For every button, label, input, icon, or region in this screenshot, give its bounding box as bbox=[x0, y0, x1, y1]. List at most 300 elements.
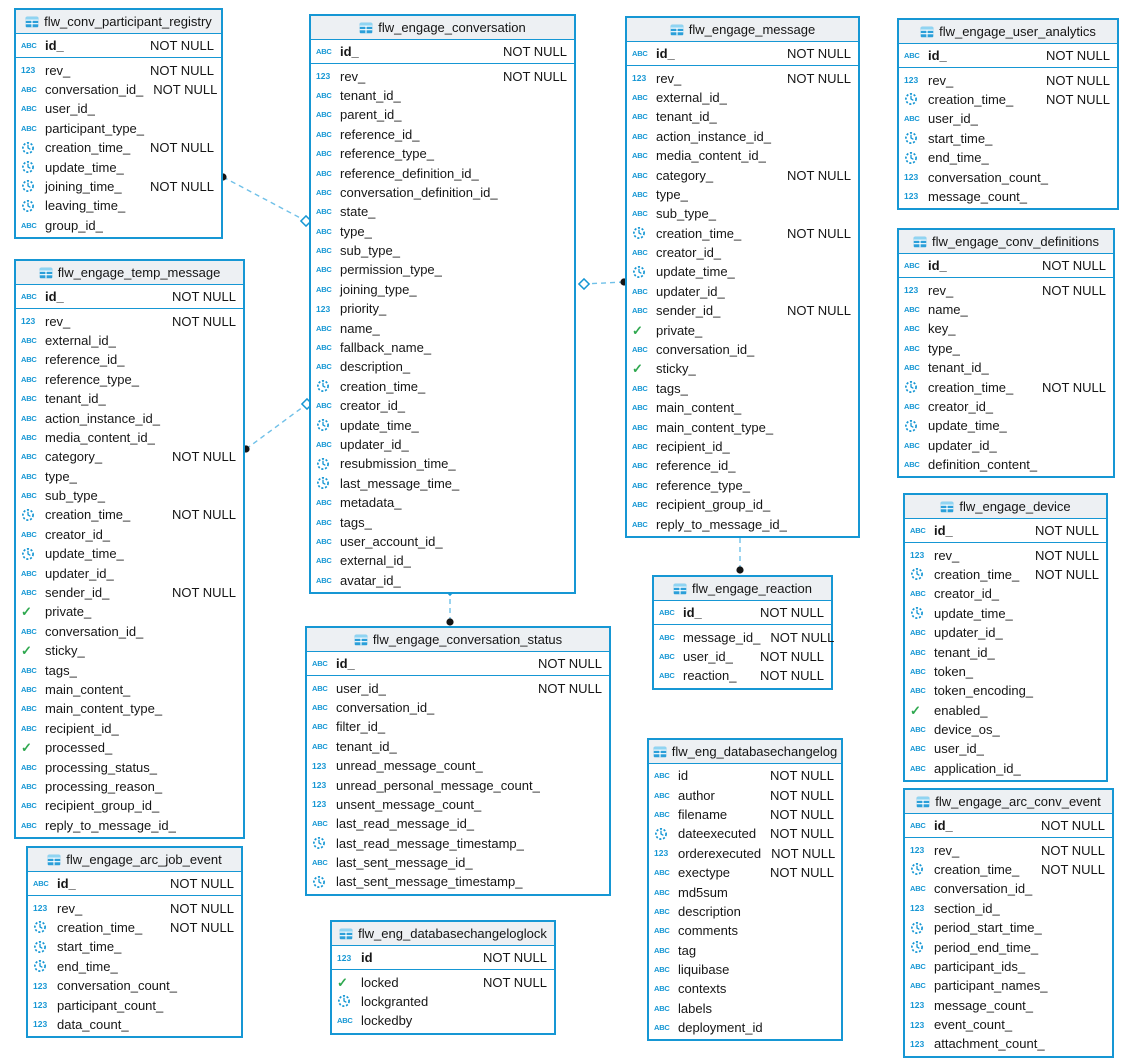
column-name: reference_id_ bbox=[340, 126, 420, 142]
table-header[interactable] bbox=[899, 20, 1117, 44]
column-row[interactable] bbox=[311, 357, 574, 376]
column-row[interactable] bbox=[627, 476, 858, 495]
column-row[interactable] bbox=[899, 46, 1117, 65]
column-name: action_instance_id_ bbox=[656, 128, 771, 144]
column-name: participant_count_ bbox=[57, 997, 164, 1013]
column-row[interactable] bbox=[654, 603, 831, 622]
column-row[interactable] bbox=[905, 996, 1112, 1015]
column-name: locked bbox=[361, 974, 399, 990]
column-row[interactable] bbox=[311, 42, 574, 61]
column-row[interactable] bbox=[28, 937, 241, 956]
column-row[interactable] bbox=[905, 565, 1106, 584]
column-row[interactable] bbox=[627, 68, 858, 87]
column-row[interactable] bbox=[649, 766, 841, 785]
column-row[interactable] bbox=[307, 795, 609, 814]
column-name: exectype bbox=[678, 865, 731, 881]
column-row[interactable] bbox=[311, 280, 574, 299]
table-flw_eng_databasechangeloglock[interactable] bbox=[330, 920, 556, 1035]
text-type-icon: ABC bbox=[910, 744, 926, 754]
column-row[interactable] bbox=[311, 144, 574, 163]
column-row[interactable] bbox=[627, 514, 858, 533]
table-header[interactable] bbox=[311, 16, 574, 40]
column-row[interactable] bbox=[16, 287, 243, 306]
column-name: participant_type_ bbox=[45, 120, 145, 136]
column-row[interactable] bbox=[16, 738, 243, 757]
column-row[interactable] bbox=[905, 816, 1112, 835]
primary-key-section bbox=[905, 814, 1112, 838]
column-row[interactable] bbox=[627, 437, 858, 456]
number-type-icon: 123 bbox=[904, 285, 919, 296]
column-row[interactable] bbox=[311, 125, 574, 144]
table-header[interactable] bbox=[905, 790, 1112, 814]
column-row[interactable] bbox=[332, 972, 554, 991]
column-row[interactable] bbox=[899, 339, 1113, 358]
column-name: message_count_ bbox=[928, 188, 1028, 204]
column-row[interactable] bbox=[16, 80, 221, 99]
column-name: creation_time_ bbox=[45, 140, 131, 156]
column-row[interactable] bbox=[16, 447, 243, 466]
column-row[interactable] bbox=[627, 185, 858, 204]
column-row[interactable] bbox=[28, 1015, 241, 1034]
column-row[interactable] bbox=[627, 204, 858, 223]
table-header[interactable] bbox=[16, 10, 221, 34]
column-row[interactable] bbox=[627, 398, 858, 417]
text-type-icon: ABC bbox=[316, 246, 332, 256]
table-icon bbox=[940, 501, 954, 513]
column-row[interactable] bbox=[16, 641, 243, 660]
not-null-label: NOT NULL bbox=[1040, 861, 1105, 877]
column-row[interactable] bbox=[627, 495, 858, 514]
column-row[interactable] bbox=[905, 1034, 1112, 1053]
table-title: flw_engage_user_analytics bbox=[939, 24, 1096, 39]
column-row[interactable] bbox=[905, 545, 1106, 564]
column-row[interactable] bbox=[311, 202, 574, 221]
column-row[interactable] bbox=[627, 44, 858, 63]
column-row[interactable] bbox=[649, 882, 841, 901]
column-name: rev_ bbox=[340, 68, 366, 84]
column-row[interactable] bbox=[307, 814, 609, 833]
column-row[interactable] bbox=[899, 319, 1113, 338]
column-row[interactable] bbox=[627, 301, 858, 320]
column-row[interactable] bbox=[627, 243, 858, 262]
column-row[interactable] bbox=[905, 937, 1112, 956]
text-type-icon: ABC bbox=[910, 725, 926, 735]
column-row[interactable] bbox=[627, 107, 858, 126]
column-row[interactable] bbox=[905, 899, 1112, 918]
table-header[interactable] bbox=[899, 230, 1113, 254]
column-row[interactable] bbox=[16, 119, 221, 138]
column-row[interactable] bbox=[16, 796, 243, 815]
column-row[interactable] bbox=[649, 941, 841, 960]
column-row[interactable] bbox=[627, 359, 858, 378]
column-row[interactable] bbox=[311, 415, 574, 434]
column-row[interactable] bbox=[905, 623, 1106, 642]
relationship[interactable] bbox=[579, 278, 628, 289]
column-name: update_time_ bbox=[934, 605, 1013, 621]
not-null-label: NOT NULL bbox=[771, 845, 836, 861]
column-row[interactable] bbox=[311, 183, 574, 202]
column-row[interactable] bbox=[905, 604, 1106, 623]
column-row[interactable] bbox=[899, 300, 1113, 319]
column-row[interactable] bbox=[16, 370, 243, 389]
column-row[interactable] bbox=[627, 456, 858, 475]
number-type-icon: 123 bbox=[21, 316, 36, 327]
column-row[interactable] bbox=[627, 127, 858, 146]
column-row[interactable] bbox=[905, 976, 1112, 995]
text-type-icon: ABC bbox=[654, 809, 670, 819]
column-row[interactable] bbox=[905, 1015, 1112, 1034]
table-flw_engage_arc_conv_event[interactable] bbox=[903, 788, 1114, 1058]
column-name: user_id_ bbox=[934, 741, 984, 757]
column-row[interactable] bbox=[311, 435, 574, 454]
column-name: update_time_ bbox=[928, 418, 1007, 434]
column-name: reaction_ bbox=[683, 668, 737, 684]
column-row[interactable] bbox=[28, 874, 241, 893]
column-row[interactable] bbox=[649, 979, 841, 998]
column-row[interactable] bbox=[311, 493, 574, 512]
column-name: id_ bbox=[57, 876, 76, 892]
column-row[interactable] bbox=[649, 863, 841, 882]
column-row[interactable] bbox=[905, 662, 1106, 681]
column-row[interactable] bbox=[16, 196, 221, 215]
not-null-label: NOT NULL bbox=[149, 140, 214, 156]
column-row[interactable] bbox=[311, 260, 574, 279]
column-row[interactable] bbox=[16, 680, 243, 699]
column-row[interactable] bbox=[627, 379, 858, 398]
column-row[interactable] bbox=[307, 834, 609, 853]
column-name: processing_status_ bbox=[45, 759, 158, 775]
column-row[interactable] bbox=[16, 216, 221, 235]
column-row[interactable] bbox=[16, 602, 243, 621]
column-row[interactable] bbox=[16, 525, 243, 544]
column-row[interactable] bbox=[16, 563, 243, 582]
column-row[interactable] bbox=[899, 90, 1117, 109]
table-header[interactable] bbox=[654, 577, 831, 601]
column-row[interactable] bbox=[627, 340, 858, 359]
column-row[interactable] bbox=[905, 701, 1106, 720]
column-row[interactable] bbox=[311, 241, 574, 260]
column-row[interactable] bbox=[307, 775, 609, 794]
column-row[interactable] bbox=[307, 872, 609, 891]
column-row[interactable] bbox=[28, 995, 241, 1014]
text-type-icon: ABC bbox=[21, 355, 37, 365]
column-row[interactable] bbox=[16, 389, 243, 408]
column-row[interactable] bbox=[905, 720, 1106, 739]
column-row[interactable] bbox=[905, 739, 1106, 758]
table-flw_conv_participant_registry[interactable] bbox=[14, 8, 223, 239]
column-row[interactable] bbox=[649, 824, 841, 843]
relationship-line[interactable] bbox=[223, 177, 306, 221]
column-name: sub_type_ bbox=[340, 243, 400, 259]
column-row[interactable] bbox=[311, 163, 574, 182]
text-type-icon: ABC bbox=[632, 209, 648, 219]
column-row[interactable] bbox=[311, 105, 574, 124]
table-header[interactable] bbox=[16, 261, 243, 285]
not-null-label: NOT NULL bbox=[1034, 523, 1099, 539]
not-null-label: NOT NULL bbox=[1041, 282, 1106, 298]
column-row[interactable] bbox=[311, 512, 574, 531]
column-row[interactable] bbox=[627, 320, 858, 339]
column-row[interactable] bbox=[654, 647, 831, 666]
table-title: flw_engage_conversation bbox=[378, 20, 526, 35]
column-row[interactable] bbox=[16, 350, 243, 369]
column-row[interactable] bbox=[905, 584, 1106, 603]
number-type-icon: 123 bbox=[910, 845, 925, 856]
column-row[interactable] bbox=[16, 757, 243, 776]
column-row[interactable] bbox=[905, 918, 1112, 937]
column-name: metadata_ bbox=[340, 495, 402, 511]
column-row[interactable] bbox=[16, 544, 243, 563]
datetime-type-icon bbox=[312, 836, 326, 850]
not-null-label: NOT NULL bbox=[786, 167, 851, 183]
column-row[interactable] bbox=[16, 699, 243, 718]
column-row[interactable] bbox=[311, 454, 574, 473]
column-row[interactable] bbox=[627, 224, 858, 243]
column-row[interactable] bbox=[307, 654, 609, 673]
column-name: external_id_ bbox=[45, 332, 116, 348]
column-row[interactable] bbox=[905, 681, 1106, 700]
column-row[interactable] bbox=[311, 222, 574, 241]
table-flw_engage_reaction[interactable] bbox=[652, 575, 833, 690]
column-row[interactable] bbox=[311, 318, 574, 337]
column-row[interactable] bbox=[649, 805, 841, 824]
column-row[interactable] bbox=[905, 642, 1106, 661]
column-row[interactable] bbox=[899, 358, 1113, 377]
table-flw_engage_temp_message[interactable] bbox=[14, 259, 245, 839]
text-type-icon: ABC bbox=[654, 906, 670, 916]
column-row[interactable] bbox=[311, 474, 574, 493]
column-row[interactable] bbox=[311, 532, 574, 551]
table-icon bbox=[670, 24, 684, 36]
table-header[interactable] bbox=[28, 848, 241, 872]
text-type-icon: ABC bbox=[904, 51, 920, 61]
column-row[interactable] bbox=[16, 157, 221, 176]
table-title: flw_conv_participant_registry bbox=[44, 14, 212, 29]
table-header[interactable] bbox=[307, 628, 609, 652]
datetime-type-icon bbox=[904, 131, 918, 145]
not-null-label: NOT NULL bbox=[759, 605, 824, 621]
column-row[interactable] bbox=[16, 777, 243, 796]
text-type-icon: ABC bbox=[632, 189, 648, 199]
text-type-icon: ABC bbox=[316, 556, 332, 566]
column-name: unsent_message_count_ bbox=[336, 796, 482, 812]
column-row[interactable] bbox=[16, 331, 243, 350]
table-flw_engage_arc_job_event[interactable] bbox=[26, 846, 243, 1038]
table-header[interactable] bbox=[332, 922, 554, 946]
column-row[interactable] bbox=[307, 698, 609, 717]
column-row[interactable] bbox=[311, 86, 574, 105]
boolean-type-icon: ✓ bbox=[632, 361, 643, 377]
column-row[interactable] bbox=[16, 660, 243, 679]
table-flw_engage_conversation[interactable] bbox=[309, 14, 576, 594]
column-row[interactable] bbox=[16, 467, 243, 486]
datetime-type-icon bbox=[910, 921, 924, 935]
table-flw_eng_databasechangelog[interactable] bbox=[647, 738, 843, 1041]
column-row[interactable] bbox=[905, 759, 1106, 778]
column-row[interactable] bbox=[307, 756, 609, 775]
column-row[interactable] bbox=[16, 60, 221, 79]
column-row[interactable] bbox=[905, 879, 1112, 898]
column-row[interactable] bbox=[332, 992, 554, 1011]
column-name: id bbox=[678, 768, 689, 784]
datetime-type-icon bbox=[632, 226, 646, 240]
number-type-icon: 123 bbox=[904, 75, 919, 86]
column-row[interactable] bbox=[28, 918, 241, 937]
datetime-type-icon bbox=[316, 457, 330, 471]
column-row[interactable] bbox=[627, 146, 858, 165]
column-row[interactable] bbox=[16, 622, 243, 641]
table-header[interactable] bbox=[627, 18, 858, 42]
column-row[interactable] bbox=[16, 816, 243, 835]
column-row[interactable] bbox=[16, 138, 221, 157]
datetime-type-icon bbox=[904, 419, 918, 433]
column-row[interactable] bbox=[28, 898, 241, 917]
column-row[interactable] bbox=[905, 957, 1112, 976]
datetime-type-icon bbox=[632, 265, 646, 279]
column-row[interactable] bbox=[899, 455, 1113, 474]
column-row[interactable] bbox=[905, 521, 1106, 540]
column-row[interactable] bbox=[654, 666, 831, 685]
column-row[interactable] bbox=[627, 282, 858, 301]
column-row[interactable] bbox=[311, 299, 574, 318]
column-row[interactable] bbox=[627, 88, 858, 107]
column-name: deployment_id bbox=[678, 1020, 763, 1036]
column-name: updater_id_ bbox=[656, 283, 725, 299]
column-row[interactable] bbox=[649, 844, 841, 863]
column-row[interactable] bbox=[332, 948, 554, 967]
column-name: start_time_ bbox=[57, 939, 122, 955]
column-row[interactable] bbox=[649, 785, 841, 804]
datetime-type-icon bbox=[21, 179, 35, 193]
table-header[interactable] bbox=[905, 495, 1106, 519]
column-name: conversation_count_ bbox=[57, 978, 177, 994]
column-row[interactable] bbox=[332, 1011, 554, 1030]
column-row[interactable] bbox=[16, 311, 243, 330]
text-type-icon: ABC bbox=[910, 981, 926, 991]
table-title: flw_engage_reaction bbox=[692, 581, 812, 596]
column-row[interactable] bbox=[16, 719, 243, 738]
column-row[interactable] bbox=[307, 678, 609, 697]
table-title: flw_engage_arc_conv_event bbox=[935, 794, 1101, 809]
column-row[interactable] bbox=[28, 957, 241, 976]
column-row[interactable] bbox=[899, 109, 1117, 128]
column-row[interactable] bbox=[899, 416, 1113, 435]
column-row[interactable] bbox=[899, 256, 1113, 275]
column-row[interactable] bbox=[649, 1018, 841, 1037]
text-type-icon: ABC bbox=[632, 403, 648, 413]
column-name: tag bbox=[678, 942, 697, 958]
column-name: user_id_ bbox=[683, 648, 733, 664]
columns-section bbox=[28, 896, 241, 1036]
table-flw_engage_message[interactable] bbox=[625, 16, 860, 538]
column-name: conversation_id_ bbox=[656, 342, 755, 358]
column-row[interactable] bbox=[654, 627, 835, 646]
column-row[interactable] bbox=[307, 737, 609, 756]
column-row[interactable] bbox=[311, 338, 574, 357]
datetime-type-icon bbox=[337, 994, 351, 1008]
relationship-line[interactable] bbox=[584, 282, 624, 284]
column-row[interactable] bbox=[307, 717, 609, 736]
text-type-icon: ABC bbox=[316, 207, 332, 217]
column-row[interactable] bbox=[905, 840, 1112, 859]
column-row[interactable] bbox=[16, 408, 243, 427]
column-name: tenant_id_ bbox=[934, 644, 995, 660]
table-header[interactable] bbox=[649, 740, 841, 764]
relationship-line[interactable] bbox=[246, 404, 307, 449]
column-row[interactable] bbox=[311, 66, 574, 85]
text-type-icon: ABC bbox=[312, 741, 328, 751]
column-row[interactable] bbox=[899, 377, 1113, 396]
column-row[interactable] bbox=[899, 129, 1117, 148]
columns-section bbox=[627, 66, 858, 535]
not-null-label: NOT NULL bbox=[537, 680, 602, 696]
relationship[interactable] bbox=[219, 173, 311, 226]
column-row[interactable] bbox=[899, 70, 1117, 89]
column-row[interactable] bbox=[16, 486, 243, 505]
boolean-type-icon: ✓ bbox=[21, 740, 32, 756]
column-row[interactable] bbox=[899, 167, 1117, 186]
text-type-icon: ABC bbox=[910, 884, 926, 894]
column-row[interactable] bbox=[899, 397, 1113, 416]
column-row[interactable] bbox=[649, 960, 841, 979]
column-row[interactable] bbox=[311, 377, 574, 396]
column-row[interactable] bbox=[899, 187, 1117, 206]
text-type-icon: ABC bbox=[21, 335, 37, 345]
text-type-icon: ABC bbox=[316, 90, 332, 100]
column-row[interactable] bbox=[28, 976, 241, 995]
column-row[interactable] bbox=[649, 902, 841, 921]
table-flw_engage_conv_definitions[interactable] bbox=[897, 228, 1115, 478]
table-flw_engage_user_analytics[interactable] bbox=[897, 18, 1119, 210]
column-name: updater_id_ bbox=[934, 625, 1003, 641]
number-type-icon: 123 bbox=[316, 71, 331, 82]
column-row[interactable] bbox=[16, 99, 221, 118]
text-type-icon: ABC bbox=[910, 763, 926, 773]
column-row[interactable] bbox=[649, 999, 841, 1018]
column-row[interactable] bbox=[905, 860, 1112, 879]
table-flw_engage_conversation_status[interactable] bbox=[305, 626, 611, 896]
column-row[interactable] bbox=[307, 853, 609, 872]
column-name: lockedby bbox=[361, 1013, 413, 1029]
text-type-icon: ABC bbox=[21, 394, 37, 404]
column-row[interactable] bbox=[627, 165, 858, 184]
column-row[interactable] bbox=[899, 148, 1117, 167]
column-row[interactable] bbox=[311, 551, 574, 570]
table-icon bbox=[916, 796, 930, 808]
column-name: sender_id_ bbox=[656, 303, 721, 319]
column-row[interactable] bbox=[649, 921, 841, 940]
column-row[interactable] bbox=[16, 583, 243, 602]
column-row[interactable] bbox=[627, 262, 858, 281]
column-row[interactable] bbox=[899, 436, 1113, 455]
column-row[interactable] bbox=[16, 177, 221, 196]
not-null-label: NOT NULL bbox=[149, 38, 214, 54]
table-icon bbox=[673, 583, 687, 595]
table-flw_engage_device[interactable] bbox=[903, 493, 1108, 782]
column-row[interactable] bbox=[311, 396, 574, 415]
text-type-icon: ABC bbox=[632, 345, 648, 355]
not-null-label: NOT NULL bbox=[169, 876, 234, 892]
column-row[interactable] bbox=[16, 428, 243, 447]
column-row[interactable] bbox=[627, 417, 858, 436]
table-title: flw_eng_databasechangeloglock bbox=[358, 926, 547, 941]
relationship[interactable] bbox=[242, 399, 312, 453]
column-row[interactable] bbox=[16, 36, 221, 55]
column-row[interactable] bbox=[899, 280, 1113, 299]
text-type-icon: ABC bbox=[21, 801, 37, 811]
column-row[interactable] bbox=[16, 505, 243, 524]
column-row[interactable] bbox=[311, 571, 574, 590]
